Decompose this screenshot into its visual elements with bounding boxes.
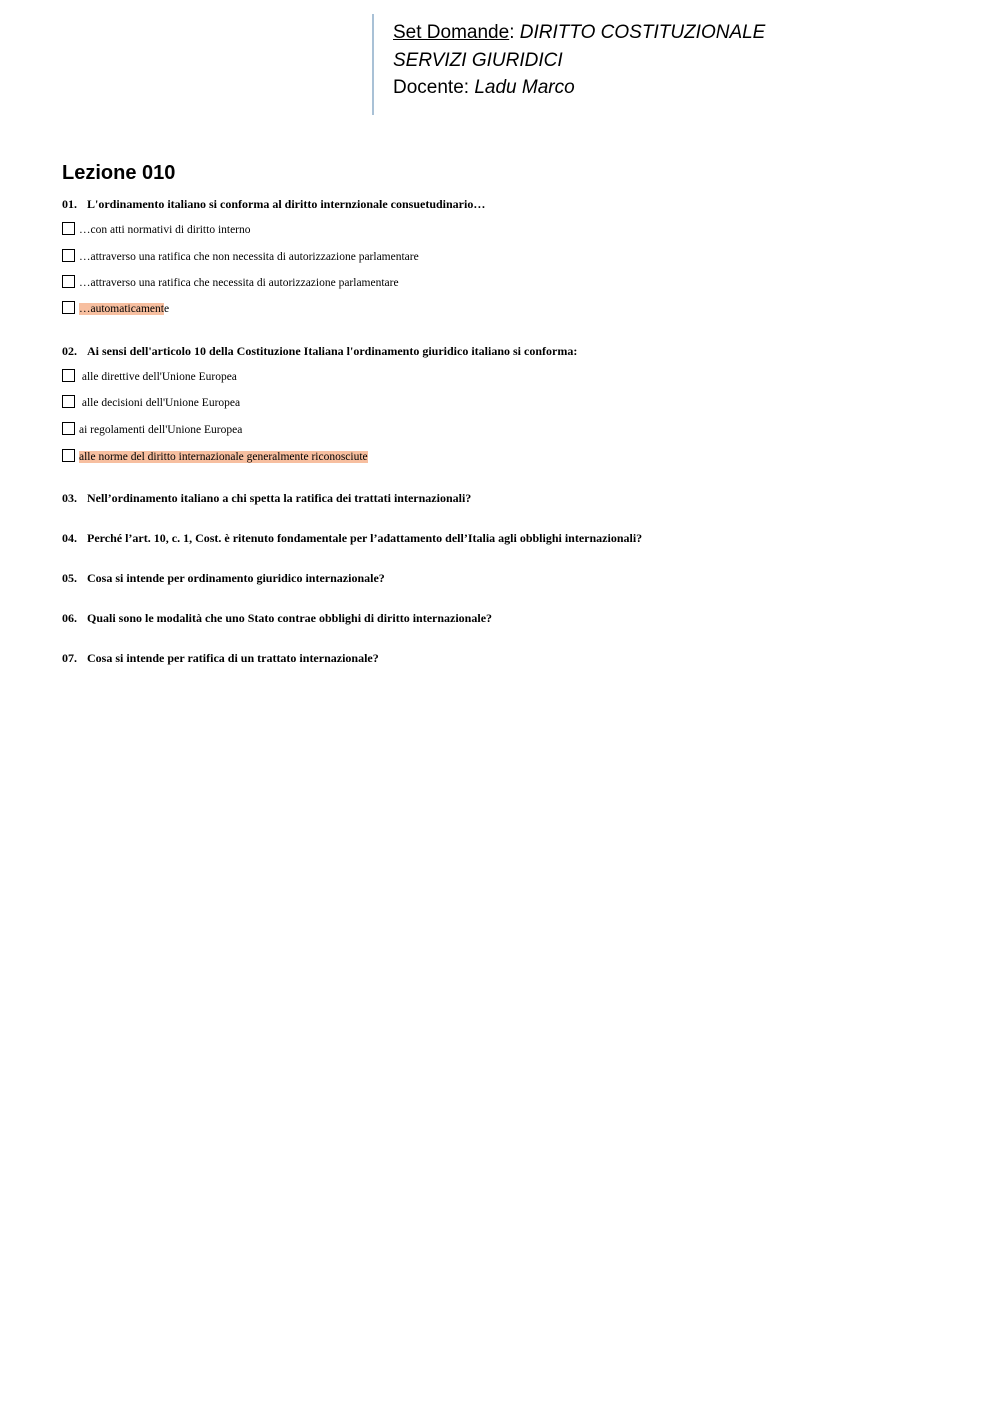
question-text: Nell’ordinamento italiano a chi spetta la ratifica dei trattati internazionali?	[87, 491, 472, 505]
teacher-line	[393, 74, 765, 102]
program-name: SERVIZI GIURIDICI	[393, 49, 563, 71]
answer-option-correct	[62, 301, 169, 317]
question-05	[62, 570, 385, 586]
answer-checkbox[interactable]	[62, 275, 75, 288]
answer-text: …attraverso una ratifica che necessita di autorizzazione parlamentare	[79, 277, 399, 289]
question-07	[62, 650, 379, 666]
question-text: Ai sensi dell'articolo 10 della Costituzione Italiana l'ordinamento giuridico italiano si conforma:	[87, 344, 578, 358]
set-label: Set Domande	[393, 22, 510, 43]
question-number: 04.	[62, 531, 77, 545]
answer-text: e	[163, 303, 170, 315]
answer-option	[62, 249, 419, 265]
question-number: 06.	[62, 611, 77, 625]
answer-checkbox[interactable]	[62, 422, 75, 435]
answer-checkbox[interactable]	[62, 449, 75, 462]
answer-checkbox[interactable]	[62, 395, 75, 408]
question-text: Cosa si intende per ratifica di un trattato internazionale?	[87, 651, 379, 665]
answer-checkbox[interactable]	[62, 222, 75, 235]
answer-option	[62, 275, 399, 291]
question-number: 05.	[62, 571, 77, 585]
question-04	[62, 530, 642, 546]
question-text: Cosa si intende per ordinamento giuridico internazionale?	[87, 571, 385, 585]
course-name: DIRITTO COSTITUZIONALE	[519, 22, 766, 43]
answer-option	[62, 395, 240, 411]
answer-option	[62, 422, 242, 438]
document-header	[372, 14, 934, 115]
teacher-label: Docente:	[393, 77, 475, 98]
question-number: 02.	[62, 344, 77, 358]
answer-text: alle direttive dell'Unione Europea	[79, 371, 237, 383]
question-text: Perché l’art. 10, c. 1, Cost. è ritenuto fondamentale per l’adattamento dell’Italia agli obblighi internazionali?	[87, 531, 643, 545]
answer-text: …attraverso una ratifica che non necessita di autorizzazione parlamentare	[79, 251, 419, 263]
answer-option-correct	[62, 449, 368, 465]
answer-text: …con atti normativi di diritto interno	[79, 224, 251, 236]
question-number: 03.	[62, 491, 77, 505]
question-number: 07.	[62, 651, 77, 665]
question-text: L'ordinamento italiano si conforma al diritto internzionale consuetudinario…	[87, 197, 486, 211]
teacher-name: Ladu Marco	[474, 77, 575, 98]
question-number: 01.	[62, 197, 77, 211]
lesson-title: Lezione 010	[62, 162, 176, 184]
answer-checkbox[interactable]	[62, 301, 75, 314]
question-06	[62, 610, 492, 626]
answer-checkbox[interactable]	[62, 249, 75, 262]
question-03	[62, 490, 471, 506]
question-set-line	[393, 19, 765, 47]
answer-option	[62, 369, 237, 385]
answer-checkbox[interactable]	[62, 369, 75, 382]
answer-text: ai regolamenti dell'Unione Europea	[79, 424, 243, 436]
answer-option	[62, 222, 251, 238]
question-text: Quali sono le modalità che uno Stato contrae obblighi di diritto internazionale?	[87, 611, 493, 625]
question-01	[62, 196, 485, 212]
set-separator: :	[509, 22, 520, 43]
question-02	[62, 343, 577, 359]
answer-text: alle decisioni dell'Unione Europea	[79, 397, 241, 409]
highlighted-answer-text: …automaticament	[79, 303, 164, 315]
highlighted-answer-text: alle norme del diritto internazionale generalmente riconosciute	[79, 451, 368, 463]
